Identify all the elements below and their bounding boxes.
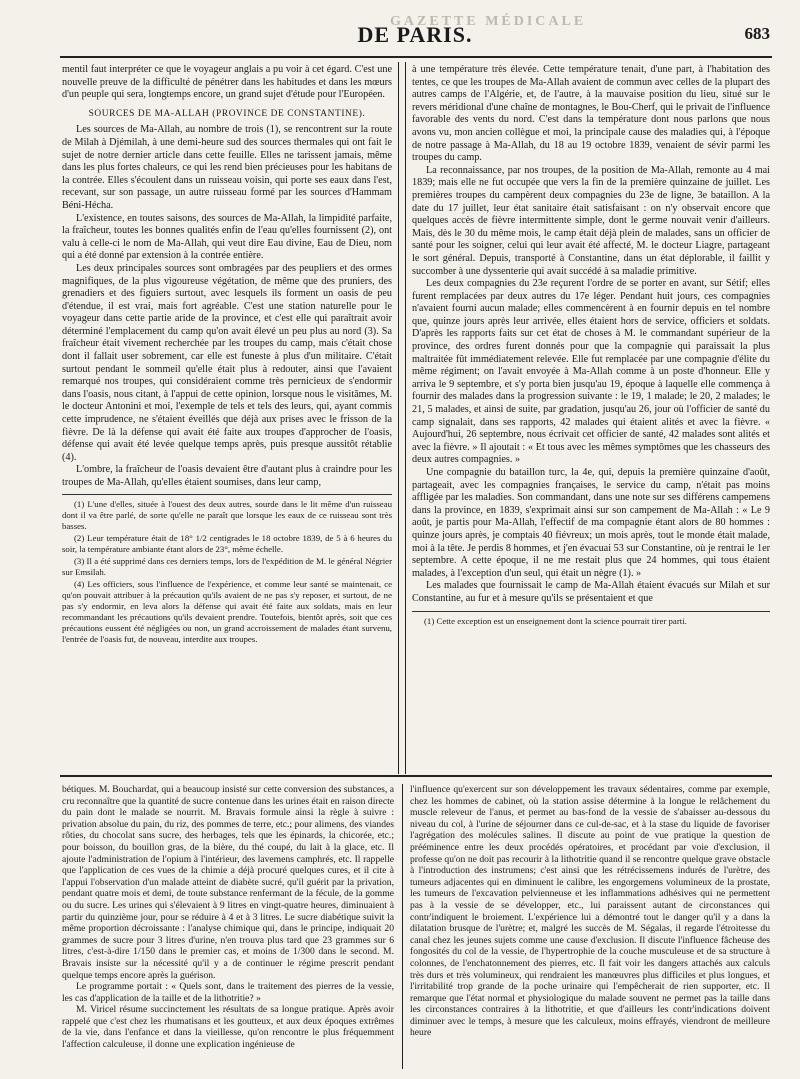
paragraph: Les deux compagnies du 23e reçurent l'ordre de se porter en avant, sur Sétif; elles furent remplacées par deux autres du 17e léger. Pendant huit jours, ces compagnies n'avaient fourni aucun malade; elles commencèrent à en fournir depuis en tel nombre que, quinze jours après leur arrivée, elles étaient hors de service, officiers et soldats. D'après les rapports faits sur cet état de choses à M. le commandant supérieur de la province, des ordres furent donnés pour que la compagnie qui paraissait la plus maltraitée fût immédiatement relevée. Elle fut remplacée par une compagnie d'élite du même régiment; on l'avait envoyée à Ma-Allah comme à un poste d'honneur. Elle y arriva le 9 septembre, et s'y porta bien jusqu'au 19, époque à laquelle elle commença à fournir des malades dans la progression suivante : le 19, 1 malade; le 20, 2 malades; le 21, 5 malades, et ainsi de suite, par gradation, jusqu'au 26, jour où l'officier de santé du camp signalait, dans ses rapports, 42 malades qui étaient alités et avec la fièvre. « Aujourd'hui, 26 septembre, nous écrivait cet officier de santé, 42 malades sont alités et avec la fièvre. » Il ajoutait : « Et tous avec les mêmes symptômes que les chasseurs des deux autres compagnies. » xyxy=(412,278,770,466)
bleed-through-masthead: GAZETTE MÉDICALE xyxy=(390,14,587,29)
footnotes xyxy=(62,499,392,645)
masthead xyxy=(60,14,770,48)
column-divider-bottom xyxy=(402,784,403,1069)
footnote-rule xyxy=(62,494,392,495)
paragraph: Les sources de Ma-Allah, au nombre de trois (1), se rencontrent sur la route de Milah à Djémilah, à une demi-heure sud des sources thermales qui ont fait le sujet de notre dernier article dans cette feuille. Elles ne tarissent jamais, même dans les plus fortes chaleurs, ce qui les rend bien précieuses pour les habitans de la contrée. Elles s'écoulent dans un ruisseau voisin, qui porte ses eaux dans l'est, recevant, sur son passage, un autre ruisseau formé par les sources d'Hammam Béni-Hécha. xyxy=(62,124,392,211)
paragraph: mentil faut interpréter ce que le voyageur anglais a pu voir à cet égard. C'est une nouvelle preuve de la difficulté de pénétrer dans les habitudes et dans les mœurs d'un peuple qui sera, longtemps encore, un grand sujet d'étude pour l'Européen. xyxy=(62,64,392,101)
paragraph: M. Viricel résume succinctement les résultats de sa longue pratique. Après avoir rappelé que c'est chez les rhumatisans et les goutteux, et aux deux époques extrêmes de la vie, dans l'enfance et dans la vieillesse, qu'on rencontre le plus fréquemment l'affection calculeuse, il donne une explication ingénieuse de xyxy=(62,1004,394,1051)
paragraph: Les deux principales sources sont ombragées par des peupliers et des ormes magnifiques, de la plus vigoureuse végétation, de même que des pruniers, des grenadiers et des figuiers surtout, avec lesquels ils forment un oasis de peu d'étendue, il est vrai, mais fort agréable. C'est une station naturelle pour le voyageur dans cette partie aride de la province, et c'est elle qui paraîtrait avoir déterminé l'emplacement du camp qu'on avait élevé un peu plus au nord (3). Sa fraîcheur était vivement recherchée par les troupes du camp, mais c'était chose dont il fallait user sobrement, car elle est funeste à plus d'un militaire. C'était surtout pendant le sommeil qu'elle était plus à redouter, ainsi que l'avaient remarqué nos troupes, qui considéraient comme très pernicieux de s'endormir dans l'oasis, nous citant, à l'appui de cette opinion, lorsque nous le visitâmes, M. le docteur Antonini et moi, l'exemple de tels et tels des leurs, qui, ayant commis cette imprudence, ne s'étaient éveillés que déjà aux prises avec le frisson de la fièvre. De là la défense qui avait été faite aux troupes d'approcher de l'oasis, défense qui avait été levée quelque temps après, puis presque aussitôt rétablie (4). xyxy=(62,262,392,463)
footnote-rule xyxy=(412,611,770,612)
paragraph: bétiques. M. Bouchardat, qui a beaucoup insisté sur cette conversion des substances, a cru reconnaître que la quantité de sucre contenue dans les urines était en raison directe du pain dont le malade se nourrit. M. Bravais formule ainsi la règle à suivre : privation absolue du pain, du riz, des pommes de terre, etc.; pour alimens, des viandes rôties, du chocolat sans sucre, des herbages, tels que les épinards, la chicorée, etc.; pour boisson, du bouillon gras, de la bière, du thé coupé, du lait à la glace, etc. Il ajoute l'administration de l'opium à l'intérieur, des lavemens camphrés, etc. Il rappelle que l'application de ces vues de la chimie a déjà procuré quelques cures, et il cite à l'appui l'observation d'un malade atteint de diabète sucré, qu'il guérit par la privation, pendant quatre mois et demi, de toute substance renfermant de la fécule, de la gomme ou du sucre. Les urines qui s'élevaient à 9 litres en vingt-quatre heures, diminuaient à partir du quinzième jour, pour se réduire à 4 et à 3 litres. Le sucre diabétique suivit la même proportion décroissante : l'analyse chimique qui, dans le principe, indiquait 20 grammes de sucre pour 3 litres d'urine, n'en trouva plus tard que 23 grammes sur 6 litres, c'est-à-dire 1/150 dans le premier cas, et moins de 1/300 dans le second. M. Bravais insiste sur la nécessité qu'il y a de continuer le régime prescrit pendant quelque temps encore après la guérison. xyxy=(62,784,394,981)
page-title: DE PARIS. xyxy=(357,22,473,47)
top-right-column xyxy=(412,64,770,772)
footnote: (3) Il a été supprimé dans ces derniers temps, lors de l'expédition de M. le général Négrier sur Emsilah. xyxy=(62,555,392,577)
page-number: 683 xyxy=(744,24,770,43)
paragraph: l'influence qu'exercent sur son développement les travaux sédentaires, comme par exemple, chez les hommes de cabinet, où la station assise détermine à la longue le relâchement du muscle releveur de l'anus, et permet au bas-fond de la vessie de s'abaisser au-dessous du niveau du col, à l'urine de séjourner dans ce cul-de-sac, et à la stase du liquide de favoriser l'agrégation des molécules salines. Il discute au point de vue pratique la question de prééminence entre les deux procédés opératoires, et procédant par voie d'exclusion, il professe qu'on ne doit pas recourir à la lithotritie quand il se rencontre quelque grave obstacle à l'introduction des instrumens; c'est ainsi que les rétrécissemens indurés de l'urètre, des tumeurs adjacentes qui en diminuent le calibre, les engorgemens volumineux de la prostate, les tumeurs de l'excavation pelvienneuse et les inflammations adhésives qui ne permettent pas à la vessie de se développer, etc., lui paraissent autant de circonstances qui contr'indiquent le broiement. L'expérience lui a démontré tout le danger qu'il y a dans la dilatation brusque de l'urètre; et, malgré les succès de M. Ségalas, il regarde l'étroitesse du canal chez les jeunes sujets comme une cause d'exclusion. Il discute l'influence fâcheuse des fongosités du col de la vessie, de l'hypertrophie de la couche musculeuse et de sa structure à colonnes, de l'enchatonnement des pierres, etc. Il fait voir les dangers attachés aux calculs très durs et très volumineux, qui rendraient les manœuvres plus difficiles et plus longues, et l'irritabilité trop grande de la poche urinaire qui l'empêcherait de rien supporter, etc. Il remarque que l'état normal et physiologique du malade souvent ne permet pas la taille dans les circonstances contraires à la lithotritie, et que d'ailleurs les contr'indications doivent diminuer avec le temps, à mesure que les calculeux, moins effrayés, viendront de meilleure heure xyxy=(410,784,770,1039)
paragraph: à une température très élevée. Cette température tenait, d'une part, à l'habitation des tentes, ce que les troupes de Ma-Allah avaient de commun avec celles de la plupart des autres camps de l'Algérie, et, de l'autre, à la mauvaise position du lieu, situé sur le revers méridional d'une chaîne de montagnes, le Bou-Cherf, qui le privait de l'influence favorable des vents du nord. C'est dans la température dont nous parlons que nous avons vu, mon ancien collègue et moi, la principale cause des maladies qui, à l'époque de notre passage à Ma-Allah, du 18 au 19 octobre 1839, venaient de sévir parmi les troupes du camp. xyxy=(412,64,770,164)
paragraph: La reconnaissance, par nos troupes, de la position de Ma-Allah, remonte au 4 mai 1839; mais elle ne fut occupée que vers la fin de la première quinzaine de juillet. Les premières troupes du campèrent deux compagnies du 23e de ligne, 3e bataillon. A la date du 17 juillet, leur état sanitaire était satisfaisant : on n'y observait encore que quelques accès de fièvre intermittente simple, dont le germe nouvait venir d'ailleurs. Mais, dès le 30 du même mois, le camp était déjà plein de malades, sans un officier de santé pour les soigner, celui qui leur avait été affecté, M. le docteur Liagre, partageant le sort général. Depuis, transporté à Constantine, dans un état déplorable, il faillit y succomber à une dyssenterie qui avait succédé à sa maladie primitive. xyxy=(412,164,770,277)
bottom-right-column xyxy=(410,784,770,1069)
section-heading: SOURCES DE MA-ALLAH (PROVINCE DE CONSTANTINE). xyxy=(88,108,366,119)
footnote: (1) Cette exception est un enseignement dont la science pourrait tirer parti. xyxy=(424,615,687,626)
footnote: (1) L'une d'elles, située à l'ouest des deux autres, sourde dans le lit même d'un ruisseau dont il va être parlé, de sorte qu'elle ne paraît que lorsque les eaux de ce ruisseau sont très basses. xyxy=(62,498,392,531)
footnote: (4) Les officiers, sous l'influence de l'expérience, et comme leur santé se maintenait, ce qu'on pouvait attribuer à la précaution qu'ils avaient de ne pas s'y reposer, et surtout, de ne pas s'y endormir, en leva alors la défense qui avait été faite aux soldats, mais en leur recommandant les précautions qu'ils devaient prendre. Toutefois, bientôt après, soit que ces précautions eussent été négligées ou non, un grand accroissement de malades étant survenu, l'entrée de l'oasis fut, de nouveau, interdite aux troupes. xyxy=(62,578,392,644)
bottom-left-column xyxy=(62,784,394,1069)
paragraph: Le programme portait : « Quels sont, dans le traitement des pierres de la vessie, les cas d'application de la taille et de la lithotritie? » xyxy=(62,981,394,1004)
top-left-column xyxy=(62,64,392,772)
column-divider-top xyxy=(398,62,406,774)
footnote: (2) Leur température était de 18° 1/2 centigrades le 18 octobre 1839, de 5 à 6 heures du soir, la température ambiante étant alors de 23°, même échelle. xyxy=(62,532,392,554)
section-divider xyxy=(60,775,772,777)
paragraph: L'ombre, la fraîcheur de l'oasis devaient être d'autant plus à craindre pour les troupes de Ma-Allah, qu'elles étaient soumises, dans leur camp, xyxy=(62,464,392,488)
header-rule xyxy=(60,56,772,58)
paragraph: L'existence, en toutes saisons, des sources de Ma-Allah, la limpidité parfaite, la fraîcheur, toutes les bonnes qualités enfin de l'eau qu'elles fournissent (2), ont valu à celle-ci le nom de Ma-Allah, qui veut dire Eau divine, Eau de Dieu, nom qui a été donné par extension à la contrée entière. xyxy=(62,212,392,262)
paragraph: Les malades que fournissait le camp de Ma-Allah étaient évacués sur Milah et sur Constantine, au fur et à mesure qu'ils se présentaient et que xyxy=(412,580,770,604)
footnotes xyxy=(412,616,770,627)
paragraph: Une compagnie du bataillon turc, la 4e, qui, depuis la première quinzaine d'août, partageait, avec les compagnies françaises, le service du camp, n'était pas moins affligée par les maladies. Son commandant, dans une note sur ses différens campemens dans la province, en 1839, s'exprimait ainsi sur son campement de Ma-Allah : « Le 9 août, je partis pour Ma-Allah, l'effectif de ma compagnie étant alors de 80 hommes : quinze jours après, je comptais 40 fiévreux; un mois après, tout le monde était malade, moi à la tête. Je perdis 8 hommes, et j'en évacuai 53 sur Constantine, où je rentrai le 1er septembre. A cette époque, il ne me restait plus que 24 hommes, qui tous étaient malades, à l'exception d'un seul, qui était un nègre (1). » xyxy=(412,467,770,579)
